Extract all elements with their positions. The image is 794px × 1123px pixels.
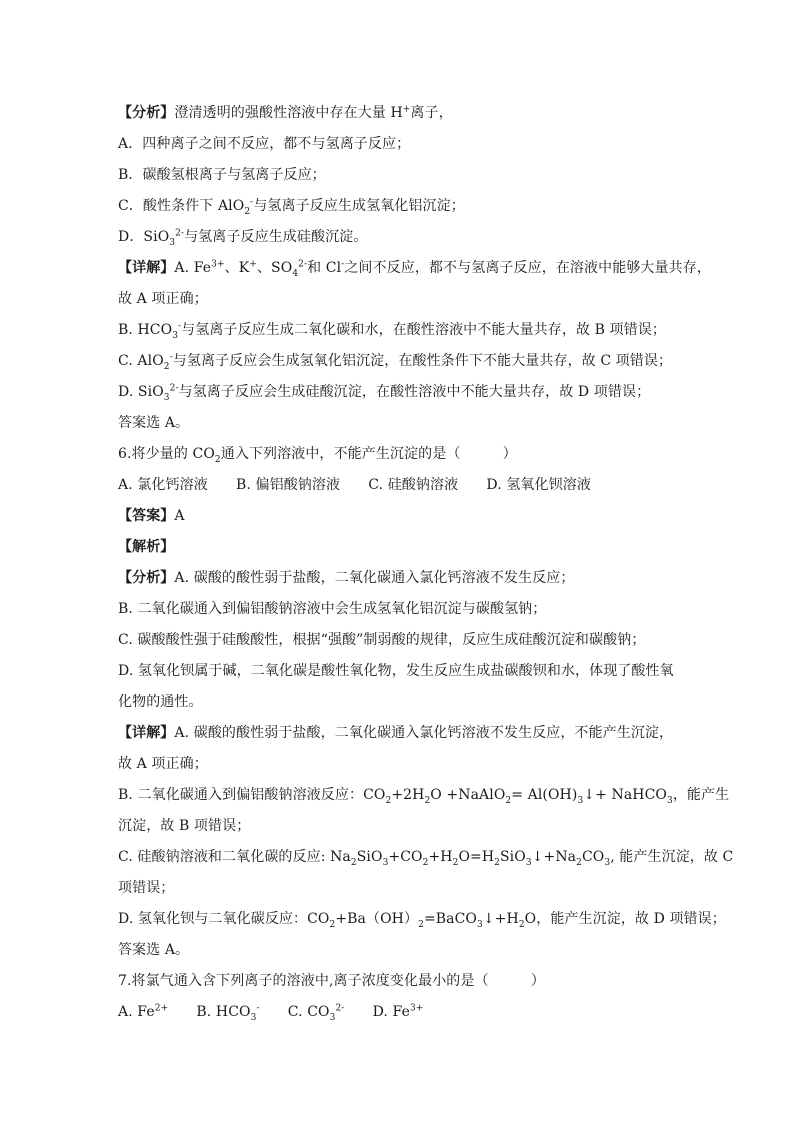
text: D. SiO [118, 384, 164, 400]
text: D．SiO [118, 229, 170, 245]
text: 通入下列溶液中，不能产生沉淀的是（ ） [220, 446, 517, 462]
subscript: 2 [329, 919, 336, 930]
explanation-tag: 【解析】 [118, 539, 175, 555]
text: 故 A 项正确； [118, 756, 208, 772]
text: 项错误； [118, 880, 175, 896]
text: 与氢离子反应生成硅酸沉淀。 [184, 229, 368, 245]
subscript: 2 [385, 795, 392, 806]
superscript: 2- [175, 228, 185, 239]
text: B．碳酸氢根离子与氢离子反应； [118, 167, 326, 183]
analysis-6-d-cont [118, 693, 684, 711]
text: D. Fe [344, 1004, 410, 1020]
text: A. 氯化钙溶液 B. 偏铝酸钠溶液 C. 硅酸钠溶液 D. 氢氧化钡溶液 [118, 477, 591, 493]
subscript: 2 [244, 206, 251, 217]
subscript: 2 [424, 795, 431, 806]
answer-tag: 【答案】 [118, 508, 175, 524]
text: C. 碳酸酸性强于硅酸酸性，根据“强酸”制弱酸的规律，反应生成硅酸沉淀和碳酸钠； [118, 632, 646, 648]
subscript: 3 [666, 795, 673, 806]
superscript: - [250, 197, 254, 208]
analysis-option-d [118, 228, 684, 246]
text: A [174, 508, 185, 524]
text: O，能产生沉淀，故 D 项错误； [524, 911, 726, 927]
analysis-option-c [118, 197, 684, 215]
detail-line-c [118, 352, 684, 370]
subscript: 2 [576, 857, 582, 868]
text: +CO [388, 849, 423, 865]
answer-6 [118, 507, 684, 525]
subscript: 2 [214, 454, 221, 465]
text: 沉淀，故 B 项错误； [118, 818, 251, 834]
detail-tag: 【详解】 [118, 260, 175, 276]
analysis-tag: 【分析】 [118, 105, 175, 121]
text: +2H [391, 787, 425, 803]
superscript: 2- [335, 1003, 345, 1014]
analysis-tag: 【分析】 [118, 570, 175, 586]
subscript: 2 [422, 857, 429, 868]
detail-line-b [118, 321, 684, 339]
question-7 [118, 972, 684, 990]
analysis-option-b [118, 166, 684, 184]
text: SiO [356, 849, 383, 865]
text: , 能产生沉淀，故 C [610, 849, 734, 865]
answer-line-5 [118, 414, 684, 432]
text: 之间不反应，都不与氢离子反应，在溶液中能够大量共存， [344, 260, 711, 276]
detail-line-d [118, 383, 684, 401]
question-6 [118, 445, 684, 463]
detail-6-c [118, 848, 734, 868]
subscript: 4 [292, 268, 299, 279]
text: +Ba（OH） [335, 911, 419, 927]
subscript: 3 [169, 237, 176, 248]
subscript: 2 [518, 919, 525, 930]
subscript: 2 [163, 361, 170, 372]
text: 7.将氯气通入含下列离子的溶液中,离子浓度变化最小的是（ ） [118, 973, 546, 989]
text: B. 二氧化碳通入到偏铝酸钠溶液反应：CO [118, 787, 386, 803]
text: ↓+ NaHCO [583, 787, 667, 803]
text: A．四种离子之间不反应，都不与氢离子反应； [118, 136, 411, 152]
answer-line-6 [118, 941, 684, 959]
text: 化物的通性。 [118, 694, 203, 710]
text: 与氢离子反应生成二氧化碳和水，在酸性溶液中不能大量共存，故 B 项错误； [181, 322, 666, 338]
text: = Al(OH) [511, 787, 578, 803]
detail-6-b [118, 786, 730, 806]
text: O +NaAlO [430, 787, 506, 803]
text: ↓+H [482, 911, 519, 927]
detail-6-c-cont [118, 879, 684, 897]
detail-6-b-cont [118, 817, 684, 835]
detail-6-d [118, 910, 726, 930]
text: O=H [458, 849, 495, 865]
superscript: - [178, 321, 182, 332]
detail-line-a-cont [118, 290, 684, 308]
subscript: 3 [250, 1012, 257, 1023]
text: C. 硅酸钠溶液和二氧化碳的反应: Na [118, 849, 351, 865]
detail-6-a [118, 724, 684, 742]
text: 与氢离子反应会生成硅酸沉淀，在酸性溶液中不能大量共存，故 D 项错误； [178, 384, 651, 400]
superscript: 3+ [409, 1003, 424, 1014]
text: =BaCO [423, 911, 477, 927]
text: 与氢离子反应会生成氢氧化铝沉淀，在酸性条件下不能大量共存，故 C 项错误； [172, 353, 673, 369]
text: A. 碳酸的酸性弱于盐酸，二氧化碳通入氯化钙溶液不发生反应，不能产生沉淀， [174, 725, 674, 741]
analysis-6-c [118, 631, 684, 649]
text: C．酸性条件下 AlO [118, 198, 245, 214]
text: 故 A 项正确； [118, 291, 208, 307]
text: B. 二氧化碳通入到偏铝酸钠溶液中会生成氢氧化铝沉淀与碳酸氢钠； [118, 601, 547, 617]
subscript: 3 [477, 919, 483, 930]
text: 、SO [256, 260, 293, 276]
superscript: 2- [169, 383, 179, 394]
analysis-line-1 [118, 104, 684, 122]
subscript: 3 [604, 857, 611, 868]
text: ↓+Na [531, 849, 577, 865]
text: C. CO [259, 1004, 330, 1020]
subscript: 2 [418, 919, 424, 930]
analysis-6-d [118, 662, 684, 680]
subscript: 2 [505, 795, 512, 806]
subscript: 2 [452, 857, 459, 868]
analysis-6-b [118, 600, 684, 618]
detail-6-a-cont [118, 755, 684, 773]
text: D. 氢氧化钡属于碱，二氧化碳是酸性氧化物，发生反应生成盐碳酸钡和水，体现了酸性氧 [118, 663, 674, 679]
text: 和 Cl [307, 260, 342, 276]
text: A. Fe [118, 1004, 155, 1020]
text: SiO [499, 849, 526, 865]
analysis-option-a [118, 135, 684, 153]
text: 与氢离子反应生成氢氧化铝沉淀； [253, 198, 465, 214]
text: B. HCO [168, 1004, 251, 1020]
analysis-6-a [118, 569, 684, 587]
text: A. Fe [174, 260, 212, 276]
text: 、K [224, 260, 250, 276]
text: ，能产生 [672, 787, 730, 803]
text: CO [581, 849, 605, 865]
superscript: + [249, 259, 257, 270]
superscript: - [256, 1003, 260, 1014]
question-6-options [118, 476, 684, 494]
text: 澄清透明的强酸性溶液中存在大量 H [174, 105, 403, 121]
subscript: 3 [525, 857, 532, 868]
explanation-6 [118, 538, 684, 556]
detail-line-a [118, 259, 711, 279]
question-7-options [118, 1003, 684, 1021]
detail-tag: 【详解】 [118, 725, 175, 741]
superscript: 3+ [211, 259, 225, 270]
superscript: 2- [298, 259, 308, 270]
text: +H [428, 849, 453, 865]
subscript: 3 [577, 795, 584, 806]
text: B. HCO [118, 322, 173, 338]
superscript: + [402, 104, 411, 115]
text: 答案选 A。 [118, 415, 190, 431]
superscript: 2+ [154, 1003, 169, 1014]
text: 6.将少量的 CO [118, 446, 215, 462]
subscript: 2 [350, 857, 357, 868]
subscript: 3 [329, 1012, 336, 1023]
subscript: 3 [163, 392, 170, 403]
superscript: - [341, 259, 345, 270]
subscript: 3 [172, 330, 179, 341]
text: A. 碳酸的酸性弱于盐酸，二氧化碳通入氯化钙溶液不发生反应； [174, 570, 575, 586]
text: D. 氢氧化钡与二氧化碳反应：CO [118, 911, 330, 927]
text: 答案选 A。 [118, 942, 190, 958]
subscript: 3 [382, 857, 389, 868]
text: C. AlO [118, 353, 164, 369]
text: 离子， [410, 105, 453, 121]
subscript: 2 [494, 857, 500, 868]
superscript: - [169, 352, 173, 363]
